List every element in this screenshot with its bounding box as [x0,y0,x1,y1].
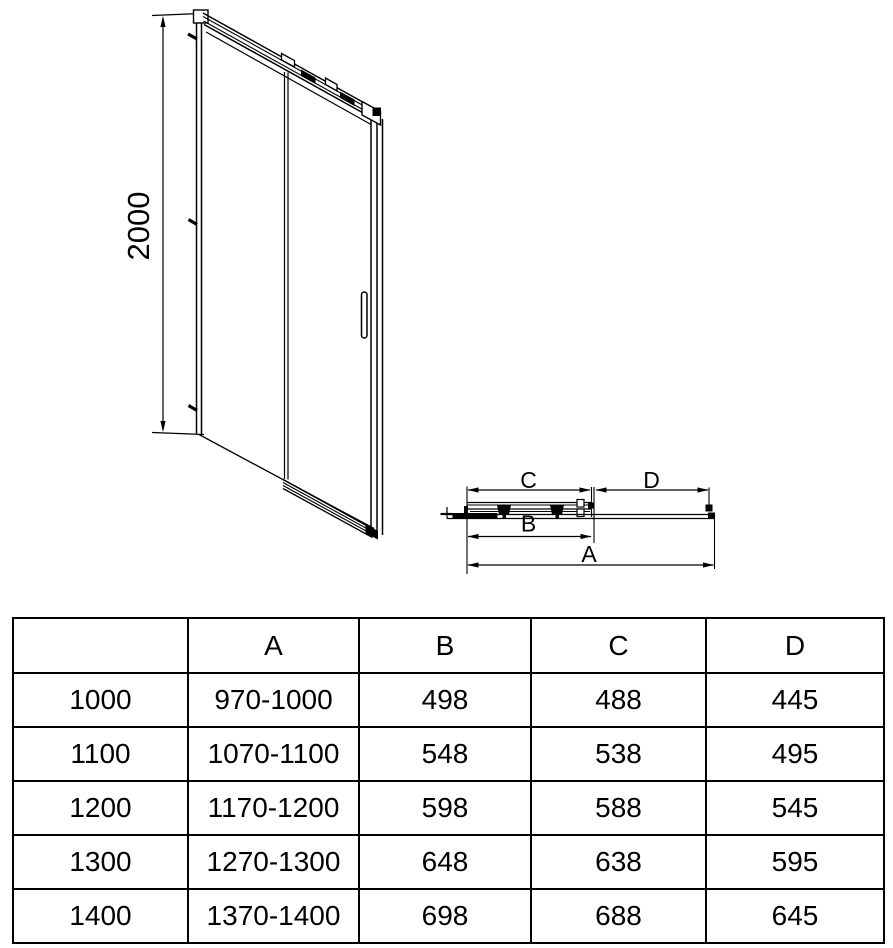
table-cell-size: 1400 [13,889,188,943]
table-header-size [13,618,188,673]
table-header-row [13,618,884,673]
door-frame [194,10,383,535]
bottom-rail [283,480,378,540]
table-cell-d: 445 [706,673,884,727]
table-cell-c: 538 [531,727,706,781]
table-header-b: B [359,618,531,673]
table-cell-d: 595 [706,835,884,889]
height-dimension [121,14,204,435]
table-cell-d: 645 [706,889,884,943]
arrow-left-icon [468,487,479,492]
table-cell-b: 698 [359,889,531,943]
arrow-up-icon [160,16,165,27]
bracket-icon [577,500,584,508]
height-dimension-label: 2000 [121,191,156,261]
table-cell-a: 1070-1100 [188,727,359,781]
wall-profile-cap [706,505,713,512]
dim-a [468,541,715,568]
table-cell-d: 545 [706,781,884,835]
table-row [13,673,884,727]
dim-d-label: D [643,467,660,493]
arrow-right-icon [581,534,592,539]
front-view [121,10,383,540]
table-cell-a: 1170-1200 [188,781,359,835]
table-cell-c: 488 [531,673,706,727]
table-row [13,835,884,889]
arrow-right-icon [698,487,709,492]
table-cell-a: 1370-1400 [188,889,359,943]
wall-bracket-icon [189,406,198,411]
dimensions-table [12,617,885,944]
table-cell-b: 648 [359,835,531,889]
table-row [13,889,884,943]
arrow-left-icon [468,534,479,539]
roller-carriages [282,54,355,107]
dim-b-label: B [520,510,537,537]
dim-c-label: C [520,467,537,493]
table-row [13,727,884,781]
arrow-left-icon [596,487,607,492]
arrow-right-icon [580,487,591,492]
table-cell-size: 1100 [13,727,188,781]
arrow-right-icon [703,562,714,567]
table-cell-a: 970-1000 [188,673,359,727]
bracket-icon [577,509,584,517]
table-cell-size: 1200 [13,781,188,835]
roller-mount-icon [497,505,511,515]
dim-d [596,467,709,493]
top-view [441,467,716,574]
table-cell-size: 1000 [13,673,188,727]
arrow-down-icon [160,421,165,432]
top-rail [203,13,381,125]
table-cell-size: 1300 [13,835,188,889]
wall-bracket-icon [189,220,198,225]
plan-assembly [441,500,716,520]
table-cell-b: 548 [359,727,531,781]
table-cell-a: 1270-1300 [188,835,359,889]
table-cell-c: 588 [531,781,706,835]
wall-brackets [188,34,197,411]
roller-mount-icon [550,505,564,515]
roller-bracket-icon [326,78,338,91]
table-cell-b: 498 [359,673,531,727]
table-header-a: A [188,618,359,673]
table-header-c: C [531,618,706,673]
dim-c [468,467,591,493]
arrow-left-icon [468,562,479,567]
table-cell-b: 598 [359,781,531,835]
table-cell-c: 638 [531,835,706,889]
dim-a-label: A [581,541,597,567]
wall-bracket-icon [188,34,197,39]
table-row [13,781,884,835]
table-header-d: D [706,618,884,673]
door-handle [362,292,368,338]
table-cell-d: 495 [706,727,884,781]
table-cell-c: 688 [531,889,706,943]
